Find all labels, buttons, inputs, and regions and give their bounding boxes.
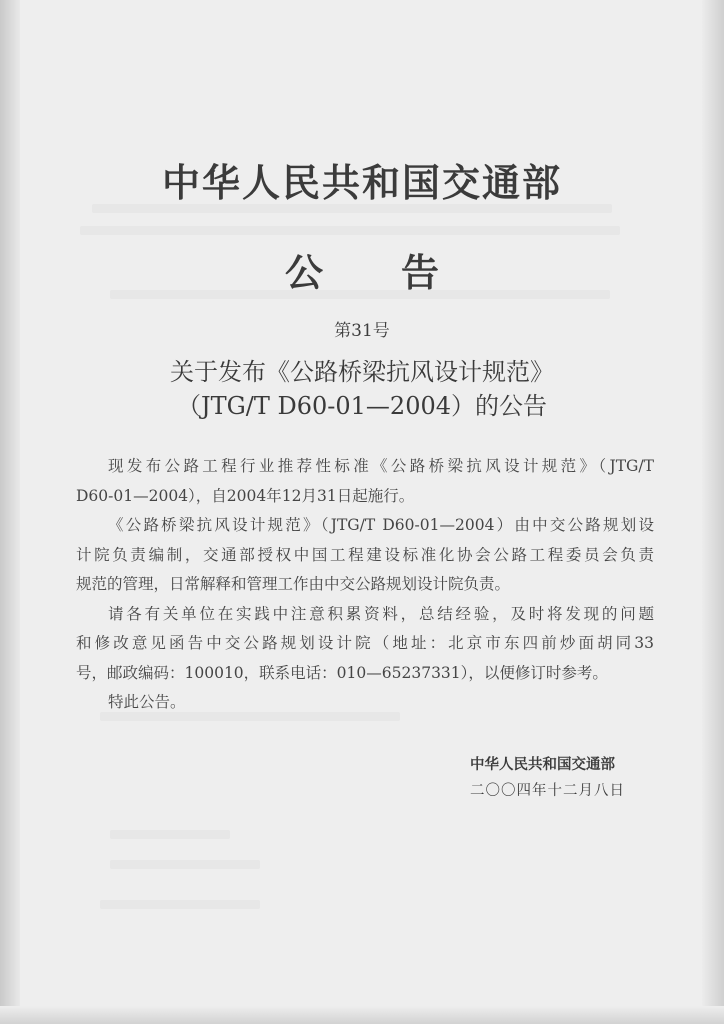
bleed-through-mark [80,226,620,235]
signature-organization: 中华人民共和国交通部 [470,756,615,773]
body-paragraph-1-line-1: 现发布公路工程行业推荐性标准《公路桥梁抗风设计规范》（JTG/T [108,457,654,475]
bleed-through-mark [110,860,260,869]
body-paragraph-2-line-1: 《公路桥梁抗风设计规范》（JTG/T D60-01—2004）由中交公路规划设 [108,516,654,534]
notice-heading-char-2: 告 [401,250,440,295]
signature-date: 二〇〇四年十二月八日 [470,783,625,799]
organization-heading: 中华人民共和国交通部 [161,160,562,205]
body-paragraph-2-line-3: 规范的管理，日常解释和管理工作由中交公路规划设计院负责。 [76,575,511,593]
issue-number: 第31号 [334,321,390,341]
body-paragraph-1-line-2: D60-01—2004），自2004年12月31日起施行。 [76,486,415,505]
notice-body [76,452,654,718]
signature-block [470,752,625,804]
bleed-through-mark [100,900,260,909]
body-paragraph-3-line-2: 和修改意见函告中交公路规划设计院（地址：北京市东四前炒面胡同33 [76,634,654,652]
subject-line-2: （JTG/T D60-01—2004）的公告 [176,392,548,420]
body-paragraph-3-line-3: 号，邮政编码：100010，联系电话：010—65237331），以便修订时参考。 [76,663,608,682]
scan-edge-bottom [0,1006,724,1024]
notice-heading-char-1: 公 [284,250,323,295]
body-paragraph-2-line-2: 计院负责编制，交通部授权中国工程建设标准化协会公路工程委员会负责 [76,545,654,564]
subject-line-1: 关于发布《公路桥梁抗风设计规范》 [170,358,554,386]
body-paragraph-3-line-1: 请各有关单位在实践中注意积累资料，总结经验，及时将发现的问题 [108,604,654,623]
body-paragraph-4-line-1: 特此公告。 [108,693,186,711]
notice-heading [0,242,724,297]
bleed-through-mark [110,830,230,839]
